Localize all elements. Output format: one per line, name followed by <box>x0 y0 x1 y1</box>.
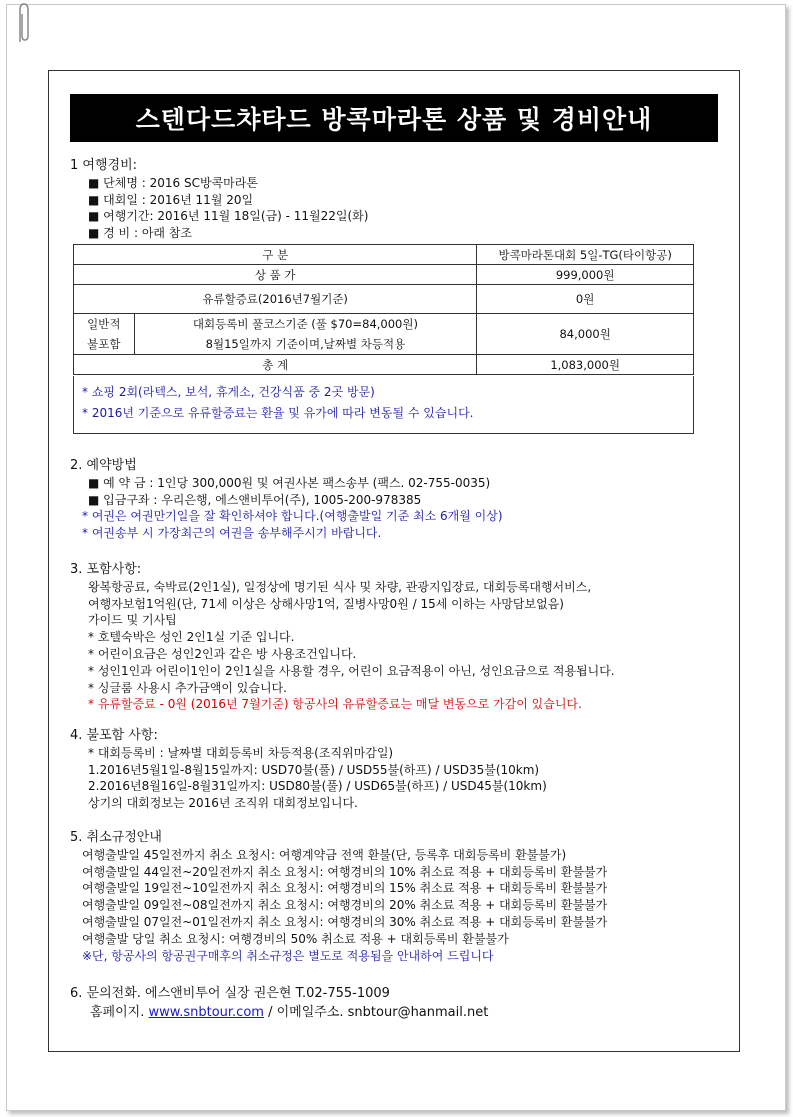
cell-text: 대회등록비 풀코스기준 (풀 $70=84,000원) <box>192 317 418 331</box>
info-line: 2.2016년8월16일-8월31일까지: USD80불(풀) / USD65불(하프) / USD45불(10km) <box>88 779 547 794</box>
table-row <box>74 265 694 285</box>
info-line: 가이드 및 기사팁 <box>88 613 177 628</box>
note-text: ※단, 항공사의 항공권구매후의 취소규정은 별도로 적용됨을 안내하여 드립니다 <box>82 948 494 963</box>
bullet-item: * 성인1인과 어린이1인이 2인1실을 사용할 경우, 어린이 요금적용이 아닌, 성인요금으로 적용됩니다. <box>88 663 615 678</box>
note-text: * 쇼핑 2회(라텍스, 보석, 휴게소, 건강식품 중 2곳 방문) <box>82 385 375 399</box>
policy-line: 여행출발일 19일전~10일전까지 취소 요청시: 여행경비의 15% 취소료 적용 + 대회등록비 환불불가 <box>82 881 608 896</box>
bullet-item: * 싱글룸 사용시 추가금액이 있습니다. <box>88 680 287 695</box>
section-reservation <box>70 458 503 542</box>
info-item: ■ 대회일 : 2016년 11월 20일 <box>88 192 254 207</box>
policy-line: 여행출발일 09일전~08일전까지 취소 요청시: 여행경비의 20% 취소료 적용 + 대회등록비 환불불가 <box>82 898 608 913</box>
note-text: * 여권송부 시 가장최근의 여권을 송부해주시기 바랍니다. <box>82 526 382 541</box>
notes-box <box>73 376 694 434</box>
table-cell <box>134 314 477 355</box>
section-excluded <box>70 728 547 812</box>
table-cell: 0원 <box>477 285 694 314</box>
info-line: 1.2016년5월1일-8월15일까지: USD70불(풀) / USD55불(하프) / USD35불(10km) <box>88 762 540 777</box>
cell-text: 8월15일까지 기준이며,날짜별 차등적용 <box>205 337 406 351</box>
section-heading: 1 여행경비: <box>70 158 138 173</box>
separator: / <box>263 1005 277 1020</box>
info-line: 여행자보험1억원(단, 71세 이상은 상해사망1억, 질병사망0원 / 15세 이하는 사망담보없음) <box>88 596 564 611</box>
homepage-link[interactable]: www.snbtour.com <box>148 1005 264 1020</box>
info-item: ■ 예 약 금 : 1인당 300,000원 및 여권사본 팩스송부 (팩스. 02-755-0035) <box>88 475 491 490</box>
homepage-label: 홈페이지. <box>90 1005 149 1020</box>
table-row <box>74 314 694 355</box>
cost-table <box>73 244 694 375</box>
table-cell: 999,000원 <box>477 265 694 285</box>
info-line: 상기의 대회정보는 2016년 조직위 대회정보입니다. <box>88 796 358 811</box>
paperclip-icon <box>16 2 30 46</box>
info-item: ■ 경 비 : 아래 참조 <box>88 226 193 241</box>
email-text: 이메일주소. snbtour@hanmail.net <box>276 1005 489 1020</box>
table-cell: 방콕마라톤대회 5일-TG(타이항공) <box>477 245 694 265</box>
warning-note: * 유류할증료 - 0원 (2016년 7월기준) 항공사의 유류할증료는 매달 변동으로 가감이 있습니다. <box>88 697 582 712</box>
info-item: ■ 여행기간: 2016년 11월 18일(금) - 11월22일(화) <box>88 209 369 224</box>
policy-line: 여행출발일 44일전~20일전까지 취소 요청시: 여행경비의 10% 취소료 적용 + 대회등록비 환불불가 <box>82 864 608 879</box>
page-title: 스텐다드챠타드 방콕마라톤 상품 및 경비안내 <box>70 94 718 142</box>
info-line: 왕복항공료, 숙박료(2인1실), 일정상에 명기된 식사 및 차량, 관광지입장료, 대회등록대행서비스, <box>88 579 592 594</box>
bullet-item: * 호텔숙박은 성인 2인1실 기준 입니다. <box>88 630 295 645</box>
note-text: * 여권은 여권만기일을 잘 확인하셔야 합니다.(여행출발일 기준 최소 6개월 이상) <box>82 509 503 524</box>
table-cell: 상 품 가 <box>74 265 477 285</box>
table-row <box>74 285 694 314</box>
section-heading: 2. 예약방법 <box>70 458 137 473</box>
section-heading: 3. 포함사항: <box>70 562 142 577</box>
cell-text: 불포함 <box>87 337 121 351</box>
table-cell: 1,083,000원 <box>477 355 694 375</box>
table-row <box>74 245 694 265</box>
table-cell: 총 계 <box>74 355 477 375</box>
table-row <box>74 355 694 375</box>
section-travel-cost <box>70 158 368 242</box>
section-heading: 6. 문의전화. 에스앤비투어 실장 권은현 T.02-755-1009 <box>70 986 390 1001</box>
table-cell <box>74 314 135 355</box>
cell-text: 일반적 <box>87 317 121 331</box>
bullet-item: * 대회등록비 : 날짜별 대회등록비 차등적용(조직위마감일) <box>88 745 394 760</box>
section-cancellation <box>70 830 607 964</box>
policy-line: 여행출발일 07일전~01일전까지 취소 요청시: 여행경비의 30% 취소료 적용 + 대회등록비 환불불가 <box>82 914 608 929</box>
table-cell: 84,000원 <box>477 314 694 355</box>
section-contact <box>70 984 488 1022</box>
section-included <box>70 562 615 713</box>
policy-line: 여행출발 당일 취소 요청시: 여행경비의 50% 취소료 적용 + 대회등록비 환불불가 <box>82 931 509 946</box>
contact-line <box>70 1003 488 1022</box>
info-item: ■ 단체명 : 2016 SC방콕마라톤 <box>88 175 258 190</box>
section-heading: 4. 불포함 사항: <box>70 728 158 743</box>
table-cell: 유류할증료(2016년7월기준) <box>74 285 477 314</box>
bullet-item: * 어린이요금은 성인2인과 같은 방 사용조건입니다. <box>88 646 357 661</box>
info-item: ■ 입금구좌 : 우리은행, 에스앤비투어(주), 1005-200-978385 <box>88 492 422 507</box>
note-text: * 2016년 기준으로 유류할증료는 환율 및 유가에 따라 변동될 수 있습니다. <box>82 406 474 420</box>
table-cell: 구 분 <box>74 245 477 265</box>
section-heading: 5. 취소규정안내 <box>70 830 162 845</box>
policy-line: 여행출발일 45일전까지 취소 요청시: 여행계약금 전액 환불(단, 등록후 대회등록비 환불불가) <box>82 847 567 862</box>
